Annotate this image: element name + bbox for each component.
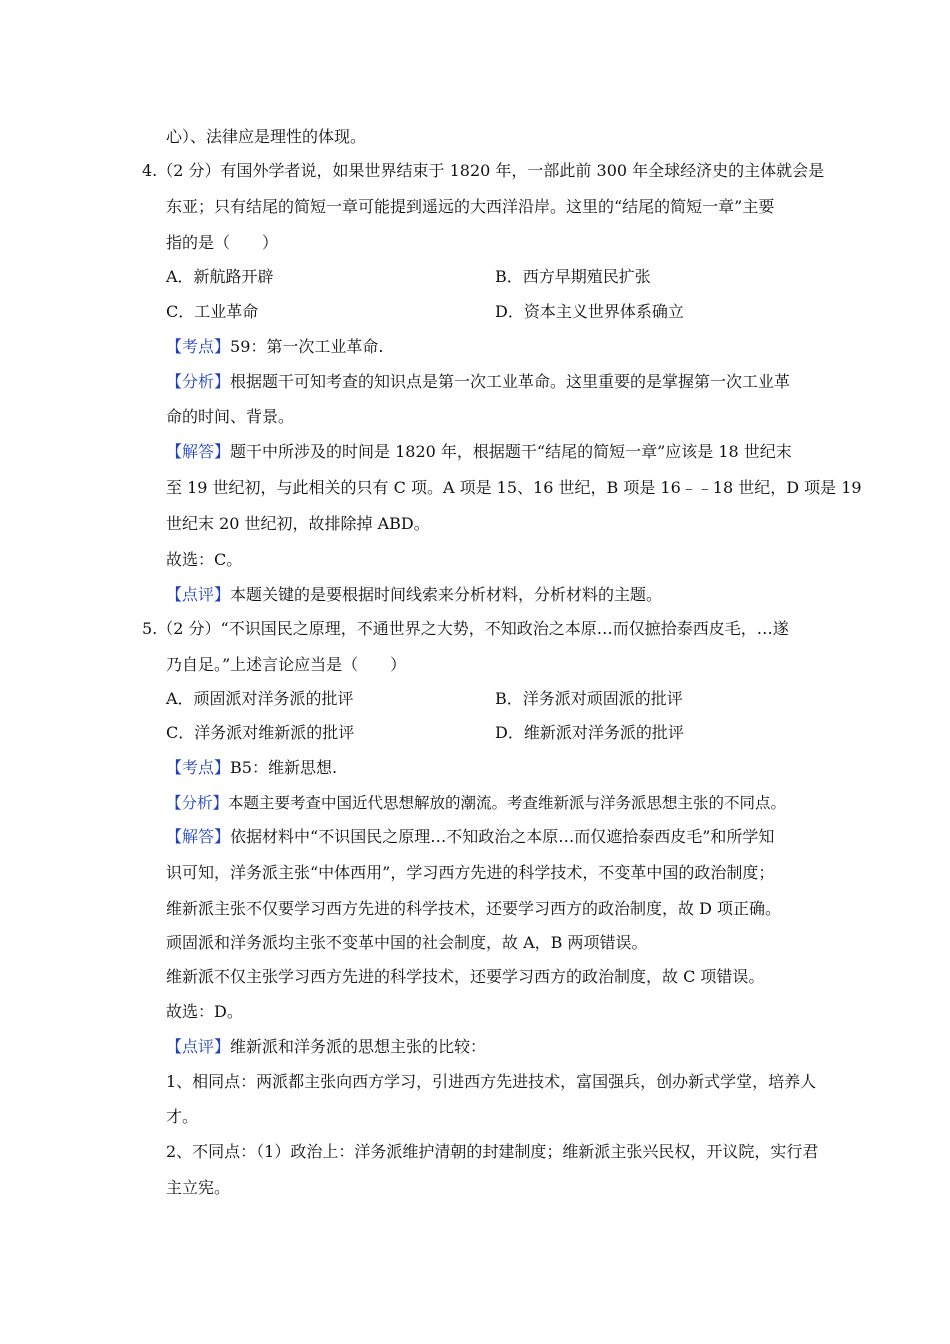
q5-jieda-text-1: 依据材料中“不识国民之原理…不知政治之本原…而仅遮拾泰西皮毛”和所学知 [230,827,775,846]
q5-dianping [166,1036,486,1058]
prev-answer-continuation: 心）、法律应是理性的体现。 [166,127,367,146]
q4-fenxi-line-2: 命的时间、背景。 [166,407,295,426]
q5-fenxi-text: 本题主要考查中国近代思想解放的潮流。考查维新派与洋务派思想主张的不同点。 [228,794,787,812]
q4-kaodian-text: 59：第一次工业革命. [230,337,384,356]
q4-option-b: B．西方早期殖民扩张 [495,267,651,286]
q4-stem-line-1: 4.（2 分）有国外学者说，如果世界结束于 1820 年，一部此前 300 年全球经济史的主体就会是 [142,161,825,180]
q5-option-d: D．维新派对洋务派的批评 [495,723,684,742]
q4-fenxi [166,371,790,393]
q5-point-1-line-2: 才。 [166,1107,199,1126]
q4-answer: 故选：C。 [166,550,243,569]
q4-dianping-tag: 【点评】 [166,585,231,604]
q4-dianping-text: 本题关键的是要根据时间线索来分析材料，分析材料的主题。 [230,585,663,604]
q4-jieda-line-3: 世纪末 20 世纪初，故排除掉 ABD。 [166,514,430,533]
q4-option-a: A．新航路开辟 [166,267,274,286]
q4-stem-line-2: 东亚；只有结尾的简短一章可能提到遥远的大西洋沿岸。这里的“结尾的简短一章”主要 [166,197,775,216]
q5-point-2-line-1: 2、不同点：（1）政治上：洋务派维护清朝的封建制度；维新派主张兴民权，开议院，实行君 [166,1142,819,1161]
q5-jieda-line-5: 维新派不仅主张学习西方先进的科学技术，还要学习西方的政治制度，故 C 项错误。 [166,967,765,986]
q5-option-b: B．洋务派对顽固派的批评 [495,689,683,708]
q5-fenxi [166,792,786,814]
q5-kaodian-text: B5：维新思想. [230,758,338,777]
q5-answer: 故选：D。 [166,1002,243,1021]
q4-kaodian [166,336,383,358]
q5-option-a: A．顽固派对洋务派的批评 [166,689,354,708]
q5-stem-line-1: 5.（2 分）“不识国民之原理，不通世界之大势，不知政治之本原…而仅摭拾泰西皮毛，…遂 [142,619,789,638]
q5-jieda-line-2: 识可知，洋务派主张“中体西用”，学习西方先进的科学技术，不变革中国的政治制度； [166,863,775,882]
q5-jieda-line-4: 顽固派和洋务派均主张不变革中国的社会制度，故 A，B 两项错误。 [166,933,648,952]
q5-option-c: C．洋务派对维新派的批评 [166,723,355,742]
q5-jieda [166,826,774,848]
q4-kaodian-tag: 【考点】 [166,337,231,356]
q5-kaodian-tag: 【考点】 [166,758,231,777]
q4-jieda-line-2: 至 19 世纪初，与此相关的只有 C 项。A 项是 15、16 世纪，B 项是 16﹣﹣18 世纪，D 项是 19 [166,478,862,497]
q4-fenxi-tag: 【分析】 [166,372,231,391]
q4-option-c: C．工业革命 [166,302,259,321]
q5-dianping-text: 维新派和洋务派的思想主张的比较： [230,1037,487,1056]
q5-stem-line-2: 乃自足。”上述言论应当是（ ） [166,655,407,674]
q5-point-2-line-2: 主立宪。 [166,1178,231,1197]
q4-option-d: D．资本主义世界体系确立 [495,302,684,321]
q5-point-1-line-1: 1、相同点：两派都主张向西方学习，引进西方先进技术，富国强兵，创办新式学堂，培养人 [166,1072,817,1091]
q5-dianping-tag: 【点评】 [166,1037,231,1056]
q4-jieda-tag: 【解答】 [166,442,231,461]
q4-dianping [166,584,662,606]
q4-fenxi-text-1: 根据题干可知考查的知识点是第一次工业革命。这里重要的是掌握第一次工业革 [230,372,791,391]
q5-kaodian [166,757,337,779]
q5-jieda-tag: 【解答】 [166,827,231,846]
q5-jieda-line-3: 维新派主张不仅要学习西方先进的科学技术，还要学习西方的政治制度，故 D 项正确。 [166,899,782,918]
q5-fenxi-tag: 【分析】 [166,794,229,812]
q4-stem-line-3: 指的是（ ） [166,233,279,252]
q4-jieda-text-1: 题干中所涉及的时间是 1820 年，根据题干“结尾的简短一章”应该是 18 世纪末 [230,442,792,461]
q4-jieda [166,441,792,463]
